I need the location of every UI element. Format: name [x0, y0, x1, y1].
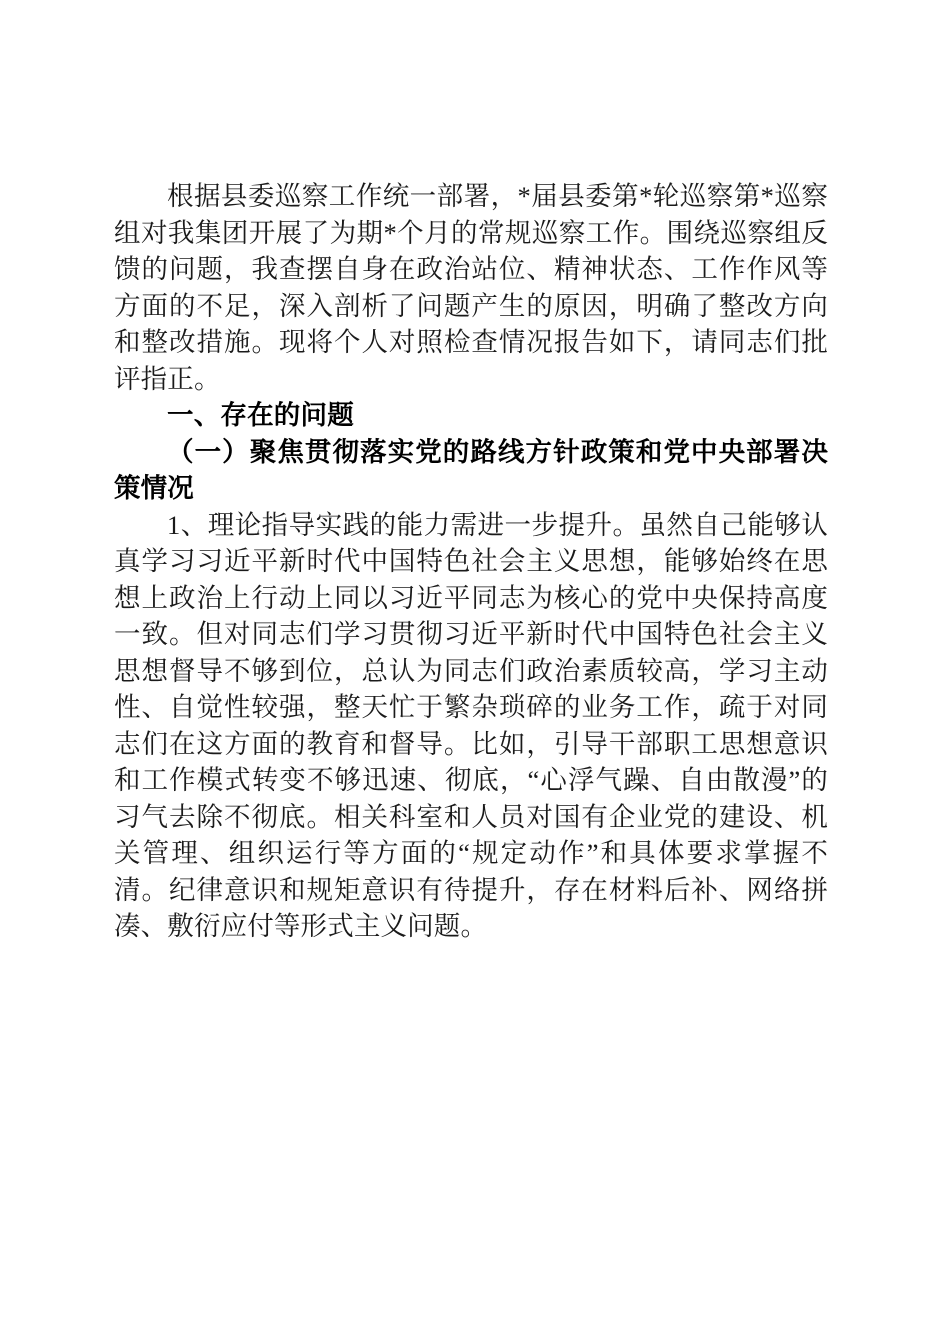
intro-paragraph: 根据县委巡察工作统一部署，*届县委第*轮巡察第*巡察组对我集团开展了为期*个月的常规巡察工作。围绕巡察组反馈的问题，我查摆自身在政治站位、精神状态、工作作风等方面的不足，深入剖析了问题产生的原因，明确了整改方向和整改措施。现将个人对照检查情况报告如下，请同志们批评指正。: [114, 181, 828, 394]
section-heading-level2: （一）聚焦贯彻落实党的路线方针政策和党中央部署决策情况: [114, 436, 828, 503]
document-content-column: [114, 0, 828, 945]
page-title: [114, 0, 828, 125]
numbered-item-1: 1、理论指导实践的能力需进一步提升。虽然自己能够认真学习习近平新时代中国特色社会主义思想，能够始终在思想上政治上行动上同以习近平同志为核心的党中央保持高度一致。但对同志们学习贯彻习近平新时代中国特色社会主义思想督导不够到位，总认为同志们政治素质较高，学习主动性、自觉性较强，整天忙于繁杂琐碎的业务工作，疏于对同志们在这方面的教育和督导。比如，引导干部职工思想意识和工作模式转变不够迅速、彻底，“心浮气躁、自由散漫”的习气去除不彻底。相关科室和人员对国有企业党的建设、机关管理、组织运行等方面的“规定动作”和具体要求掌握不清。纪律意识和规矩意识有待提升，存在材料后补、网络拼凑、敷衍应付等形式主义问题。: [114, 509, 828, 941]
section-heading-level1: 一、存在的问题: [167, 400, 354, 430]
